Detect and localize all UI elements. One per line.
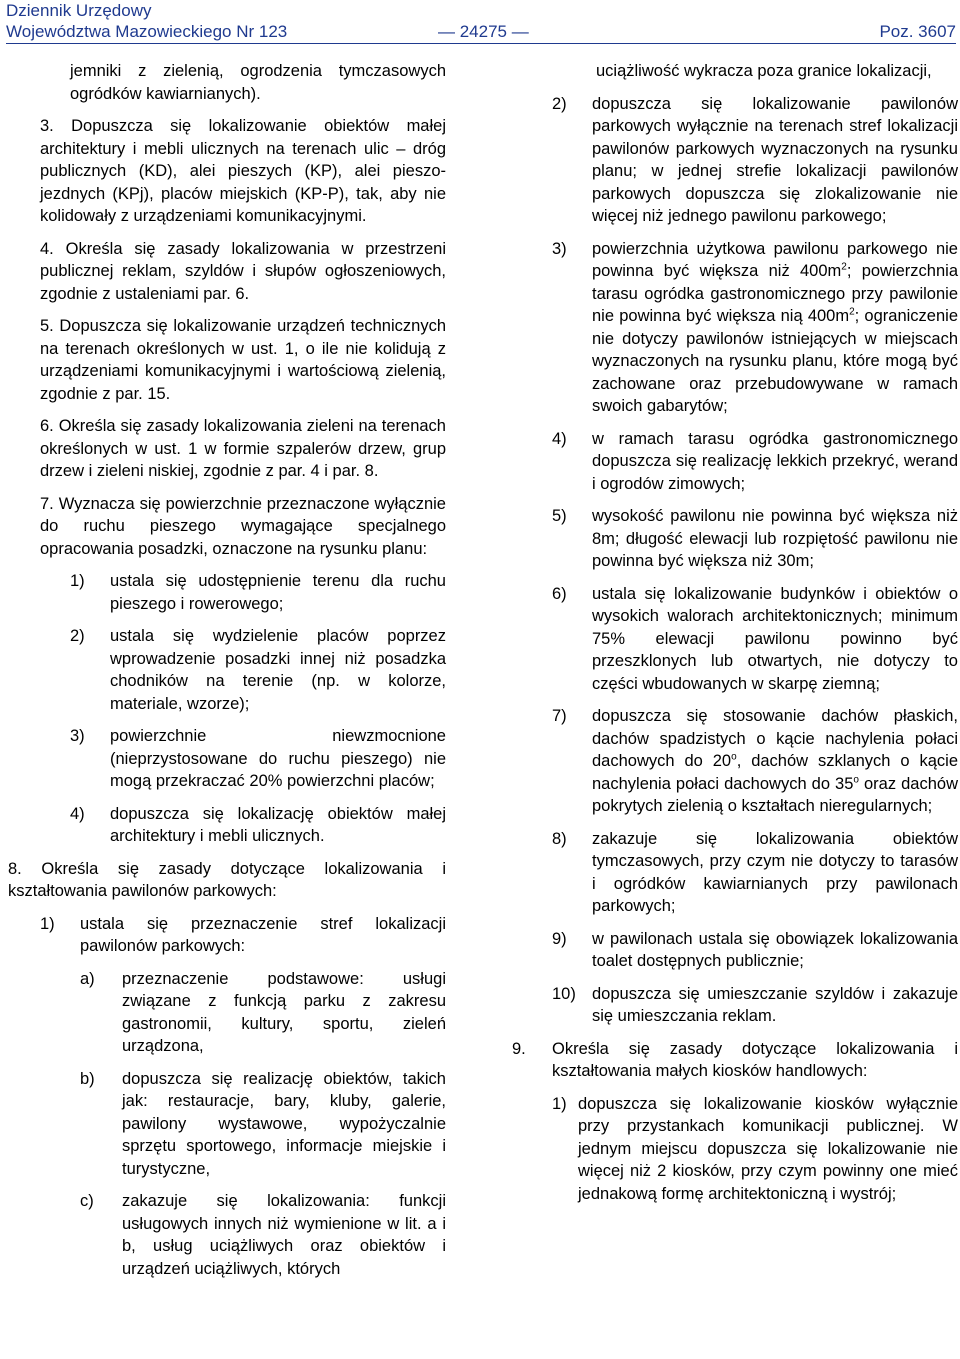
- item-number: 1): [70, 572, 85, 590]
- paragraph-text: Określa się zasady lokalizowania w przestrzeni publicznej reklam, szyldów i słupów ogłoszeniowych, zgodnie z ustaleniami par. 6.: [40, 239, 447, 303]
- paragraph-8: [8, 858, 446, 903]
- paragraph-8-sublist: [80, 968, 446, 1281]
- item-text: ustala się przeznaczenie stref lokalizacji pawilonów parkowych:: [80, 914, 446, 955]
- sublist-item: [80, 1190, 446, 1280]
- list-item: [552, 428, 958, 496]
- item-text: zakazuje się lokalizowania obiektów tymczasowych, przy czym nie dotyczy to tarasów i ogródków kawiarnianych przy pawilonach parkowych;: [592, 829, 958, 915]
- paragraph-number: 8.: [8, 859, 22, 878]
- paragraph-text: Dopuszcza się lokalizowanie urządzeń technicznych na terenach określonych w ust. 1, o ile nie kolidują z urządzeniami komunikacyjnymi i wartościową zielenią, zgodnie z par. 15.: [40, 317, 446, 403]
- list-item: [70, 570, 446, 615]
- superscript: o: [731, 751, 737, 763]
- item-text: ustala się lokalizowanie budynków i obiektów o wysokich walorach architektonicznych; minimum 75% elewacji pawilonu powinno być przeszklonych lub otwartych, nie dotyczy to części wbudowanych w skarpę ziemną;: [592, 584, 958, 693]
- item-number: 3): [70, 727, 85, 745]
- paragraph-number: 3.: [40, 117, 54, 135]
- journal-title: Dziennik Urzędowy: [6, 1, 152, 20]
- right-list: [552, 93, 958, 1028]
- list-item: [552, 583, 958, 696]
- position-number: Poz. 3607: [879, 22, 956, 41]
- superscript: o: [853, 774, 859, 785]
- sub-text: zakazuje się lokalizowania: funkcji usługowych innych niż wymienione w lit. a i b, usług uciążliwych oraz obiektów i urządzeń uciążliwych, których: [122, 1192, 446, 1278]
- list-item: [70, 803, 446, 848]
- item-number: 6): [552, 584, 567, 603]
- item-number: 8): [552, 829, 567, 848]
- item-number: 4): [70, 804, 85, 823]
- list-item: [552, 828, 958, 918]
- item-text: w ramach tarasu ogródka gastronomicznego dopuszcza się realizację lekkich przekryć, werand i ogrodów zimowych;: [592, 429, 958, 493]
- item-number: 5): [552, 507, 567, 525]
- item-number: 9): [552, 929, 567, 948]
- item-number: 2): [552, 94, 567, 113]
- item-text: wysokość pawilonu nie powinna być większa niż 8m; długość elewacji lub rozpiętość pawilonu nie powinna być większa niż 30m;: [592, 507, 958, 570]
- paragraph-text: Wyznacza się powierzchnie przeznaczone wyłącznie do ruchu pieszego wymagające specjalnego opracowania posadzki, oznaczone na rysunku planu:: [40, 494, 446, 558]
- paragraph-5: [40, 315, 446, 405]
- item-text: ustala się wydzielenie placów poprzez wprowadzenie posadzki innej niż posadzka chodników na terenie (np. w kolorze, materiale, wzorze);: [110, 627, 446, 713]
- paragraph-3: [40, 115, 446, 228]
- list-item: [552, 238, 958, 418]
- item-number: 1): [40, 914, 55, 933]
- page-header: [6, 0, 956, 42]
- list-item: [70, 625, 446, 715]
- continued-text: uciążliwość wykracza poza granice lokalizacji,: [596, 62, 932, 80]
- item-text: w pawilonach ustala się obowiązek lokalizowania toalet dostępnych publicznie;: [592, 929, 958, 970]
- item-text: powierzchnie niewzmocnione (nieprzystosowane do ruchu pieszego) nie mogą przekraczać 20% powierzchni placów;: [110, 727, 446, 790]
- superscript: 2: [849, 306, 855, 318]
- sub-text: dopuszcza się realizację obiektów, takich jak: restauracje, bary, kluby, galerie, pawilony wystawowe, wypożyczalnie sprzętu sportowego, informacje miejskie i turystyczne,: [122, 1069, 446, 1178]
- sub-letter: a): [80, 969, 95, 988]
- header-rule: [6, 43, 956, 44]
- sublist-item: [80, 968, 446, 1058]
- paragraph-text: Określa się zasady lokalizowania zieleni na terenach określonych w ust. 1 w formie szpalerów drzew, grup drzew i zieleni niskiej, zgodnie z par. 4 i par. 8.: [40, 417, 446, 480]
- item-number: 3): [552, 239, 567, 258]
- item-text-c: ; ograniczenie nie dotyczy pawilonów istniejących w miejscach wyznaczonych na rysunku planu, które mogą być zachowane oraz przebudowywane w ramach swoich gabarytów;: [592, 307, 958, 415]
- item-number: 4): [552, 429, 567, 448]
- item-text: dopuszcza się lokalizowanie pawilonów parkowych wyłącznie na terenach stref lokalizacji pawilonów parkowych wyznaczonych na rysunku planu; w jednej strefie lokalizacji pawilonów parkowych dopuszcza się zlokalizowanie nie więcej niż jednego pawilonu parkowego;: [592, 94, 958, 225]
- journal-issue: Województwa Mazowieckiego Nr 123: [6, 22, 288, 41]
- sub-letter: b): [80, 1069, 95, 1088]
- paragraph-number: 5.: [40, 317, 54, 335]
- item-number: 10): [552, 984, 576, 1003]
- continued-text: jemniki z zielenią, ogrodzenia tymczasowych ogródków kawiarnianych).: [70, 62, 446, 103]
- sublist-item: [80, 1068, 446, 1181]
- paragraph-4: [40, 238, 446, 306]
- item-text-a: powierzchnia użytkowa pawilonu parkowego nie powinna być większa niż 400m: [592, 239, 958, 280]
- item-text-c: oraz dachów pokrytych zielenią o kształtach nieregularnych;: [592, 774, 959, 815]
- page-number: — 24275 —: [438, 22, 529, 41]
- item-text: dopuszcza się umieszczanie szyldów i zakazuje się umieszczania reklam.: [592, 984, 958, 1025]
- item-text-b: ; powierzchnia tarasu ogródka gastronomicznego przy pawilonie nie powinna być większa nią 400m: [592, 262, 958, 325]
- paragraph-9: [512, 1038, 958, 1083]
- item-text: dopuszcza się lokalizację obiektów małej architektury i mebli ulicznych.: [110, 804, 446, 845]
- paragraph-7-list: [70, 570, 446, 848]
- paragraph-7: [40, 493, 446, 561]
- sub-text: przeznaczenie podstawowe: usługi związane z funkcją parku z zakresu gastronomii, kultury, sportu, zieleń urządzona,: [122, 969, 446, 1055]
- paragraph-6: [40, 415, 446, 483]
- paragraph-text: Dopuszcza się lokalizowanie obiektów małej architektury i mebli ulicznych na terenach ulic – dróg publicznych (KD), alei pieszych (KP), alei pieszo-jezdnych (KPj), placów miejskich (KP-P), tak, aby nie kolidowały z urządzeniami komunikacyjnymi.: [40, 117, 446, 225]
- item-number: 7): [552, 707, 567, 725]
- item-text: dopuszcza się lokalizowanie kiosków wyłącznie przy przystankach komunikacji publicznej. W jednym miejscu dopuszcza się lokalizowanie nie więcej niż 2 kiosków, przy czym powinny one mieć jednakową formę architektoniczną i wystrój;: [578, 1094, 958, 1203]
- sub-letter: c): [80, 1192, 94, 1210]
- list-item: [70, 725, 446, 793]
- paragraph-number: 4.: [40, 239, 54, 258]
- right-column: [512, 60, 958, 1215]
- item-text-b: , dachów szklanych o kącie nachylenia połaci dachowych do 35: [592, 752, 958, 793]
- left-column: [8, 60, 447, 1280]
- list-item: [552, 705, 958, 818]
- list-item: [552, 1093, 958, 1206]
- paragraph-text: Określa się zasady dotyczące lokalizowania i kształtowania małych kiosków handlowych:: [552, 1039, 958, 1080]
- item-text: ustala się udostępnienie terenu dla ruchu pieszego i rowerowego;: [110, 572, 446, 613]
- paragraph-number: 7.: [40, 494, 54, 513]
- list-item: [552, 928, 958, 973]
- list-item: [552, 505, 958, 573]
- paragraph-text: Określa się zasady dotyczące lokalizowania i kształtowania pawilonów parkowych:: [8, 859, 446, 900]
- list-item: [552, 93, 958, 228]
- item-text-a: dopuszcza się stosowanie dachów płaskich, dachów spadzistych o kącie nachylenia połaci dachowych do 20: [592, 707, 958, 770]
- item-number: 2): [70, 627, 85, 645]
- item-number: 1): [552, 1094, 567, 1113]
- list-item: [552, 983, 958, 1028]
- list-item: [40, 913, 446, 958]
- superscript: 2: [841, 261, 847, 273]
- paragraph-number: 6.: [40, 417, 54, 435]
- paragraph-number: 9.: [512, 1039, 526, 1058]
